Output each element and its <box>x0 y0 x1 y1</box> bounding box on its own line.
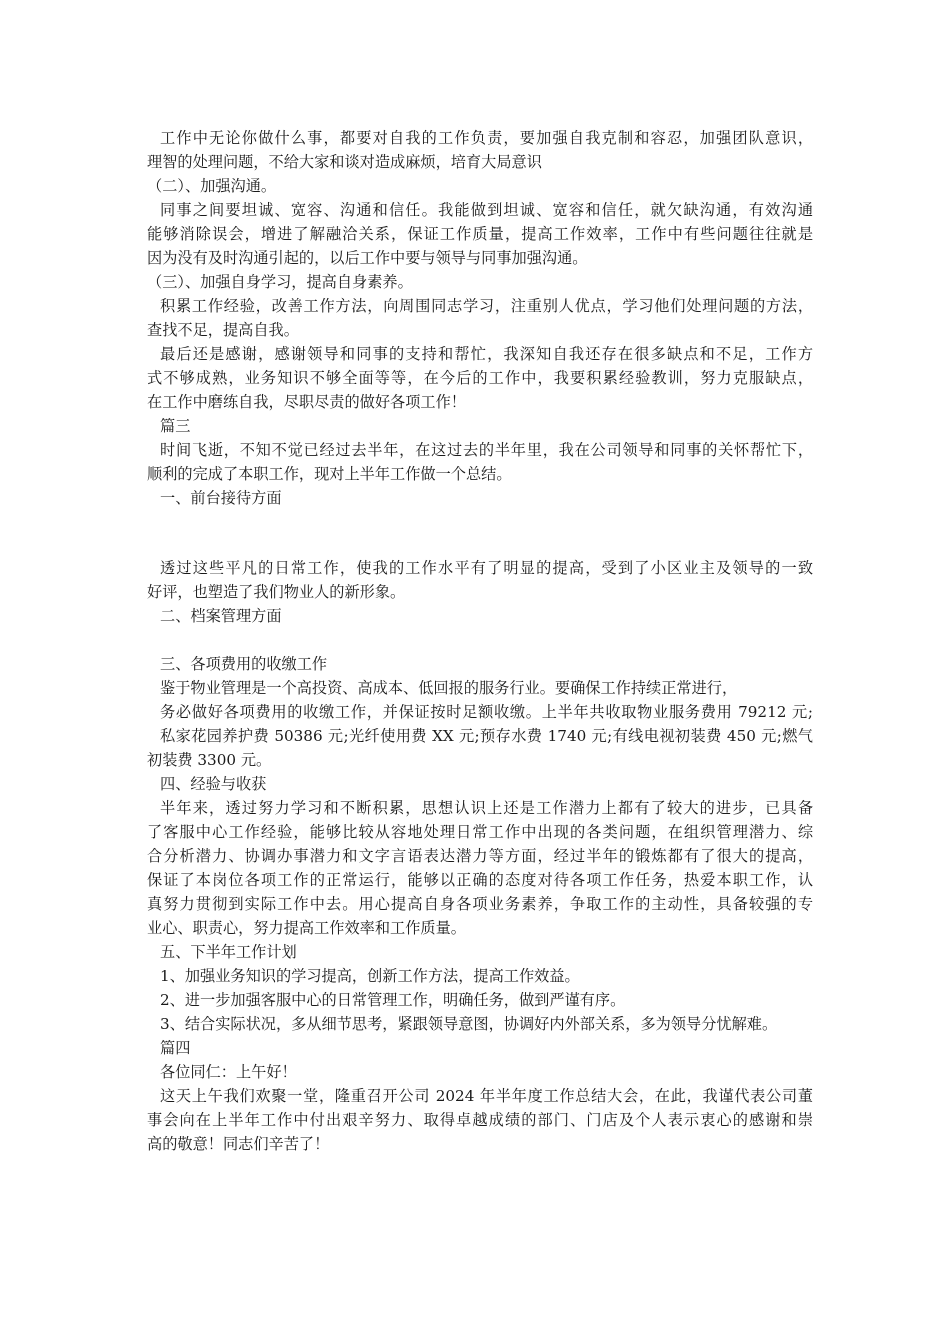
section-heading: 篇三 <box>160 417 191 435</box>
paragraph-line: 半年来，透过努力学习和不断积累，思想认识上还是工作潜力上都有了较大的进步，已具备 <box>160 799 813 817</box>
section-heading: 篇四 <box>160 1039 191 1057</box>
paragraph-line: 最后还是感谢，感谢领导和同事的支持和帮忙，我深知自我还存在很多缺点和不足，工作方 <box>160 345 813 363</box>
paragraph-line: 因为没有及时沟通引起的，以后工作中要与领导与同事加强沟通。 <box>147 249 588 267</box>
greeting-line: 各位同仁：上午好！ <box>160 1063 297 1081</box>
blank-space <box>147 628 813 652</box>
paragraph-line: 透过这些平凡的日常工作，使我的工作水平有了明显的提高，受到了小区业主及领导的一致 <box>160 559 813 577</box>
paragraph-line: 理智的处理问题，不给大家和谈对造成麻烦，培育大局意识 <box>147 153 542 171</box>
paragraph-line: 务必做好各项费用的收缴工作，并保证按时足额收缴。上半年共收取物业服务费用 79212 元; <box>160 703 813 721</box>
blank-space <box>147 510 813 556</box>
paragraph-line: 高的敬意！同志们辛苦了！ <box>147 1135 330 1153</box>
paragraph-line: 同事之间要坦诚、宽容、沟通和信任。我能做到坦诚、宽容和信任，就欠缺沟通，有效沟通 <box>160 201 813 219</box>
paragraph-line: 这天上午我们欢聚一堂，隆重召开公司 2024 年半年度工作总结大会，在此，我谨代表公司董 <box>160 1087 813 1105</box>
paragraph-line: 时间飞逝，不知不觉已经过去半年，在这过去的半年里，我在公司领导和同事的关怀帮忙下， <box>160 441 813 459</box>
paragraph-line: 顺利的完成了本职工作，现对上半年工作做一个总结。 <box>147 465 512 483</box>
paragraph-line: 能够消除误会，增进了解融洽关系，保证工作质量，提高工作效率，工作中有些问题往往就是 <box>147 225 813 243</box>
paragraph-line: 私家花园养护费 50386 元;光纤使用费 XX 元;预存水费 1740 元;有线电视初装费 450 元;燃气 <box>160 727 813 745</box>
paragraph-line: 业心、职责心，努力提高工作效率和工作质量。 <box>147 919 466 937</box>
paragraph-line: 积累工作经验，改善工作方法，向周围同志学习，注重别人优点，学习他们处理问题的方法， <box>160 297 813 315</box>
section-heading: 三、各项费用的收缴工作 <box>160 655 328 673</box>
section-heading: （二）、加强沟通。 <box>147 177 277 195</box>
list-item: 3、结合实际状况，多从细节思考，紧跟领导意图，协调好内外部关系，多为领导分忧解难。 <box>160 1015 778 1033</box>
paragraph-line: 合分析潜力、协调办事潜力和文字言语表达潜力等方面，经过半年的锻炼都有了很大的提高， <box>147 847 813 865</box>
paragraph-line: 初装费 3300 元。 <box>147 751 272 769</box>
paragraph-line: 查找不足，提高自我。 <box>147 321 299 339</box>
paragraph-line: 在工作中磨练自我，尽职尽责的做好各项工作！ <box>147 393 466 411</box>
section-heading: 四、经验与收获 <box>160 775 267 793</box>
section-heading: 五、下半年工作计划 <box>160 943 297 961</box>
section-heading: 二、档案管理方面 <box>160 607 282 625</box>
paragraph-line: 了客服中心工作经验，能够比较从容地处理日常工作中出现的各类问题，在组织管理潜力、综 <box>147 823 813 841</box>
document-body <box>147 126 813 1156</box>
list-item: 2、进一步加强客服中心的日常管理工作，明确任务，做到严谨有序。 <box>160 991 626 1009</box>
paragraph-line: 鉴于物业管理是一个高投资、高成本、低回报的服务行业。要确保工作持续正常进行， <box>160 679 738 697</box>
paragraph-line: 式不够成熟，业务知识不够全面等等，在今后的工作中，我要积累经验教训，努力克服缺点， <box>147 369 813 387</box>
list-item: 1、加强业务知识的学习提高，创新工作方法，提高工作效益。 <box>160 967 580 985</box>
section-heading: 一、前台接待方面 <box>160 489 282 507</box>
paragraph-line: 好评，也塑造了我们物业人的新形象。 <box>147 583 406 601</box>
section-heading: （三）、加强自身学习，提高自身素养。 <box>147 273 413 291</box>
paragraph-line: 工作中无论你做什么事，都要对自我的工作负责，要加强自我克制和容忍，加强团队意识， <box>160 129 813 147</box>
paragraph-line: 事会向在上半年工作中付出艰辛努力、取得卓越成绩的部门、门店及个人表示衷心的感谢和崇 <box>147 1111 813 1129</box>
paragraph-line: 真努力贯彻到实际工作中去。用心提高自身各项业务素养，争取工作的主动性，具备较强的专 <box>147 895 813 913</box>
paragraph-line: 保证了本岗位各项工作的正常运行，能够以正确的态度对待各项工作任务，热爱本职工作，认 <box>147 871 813 889</box>
